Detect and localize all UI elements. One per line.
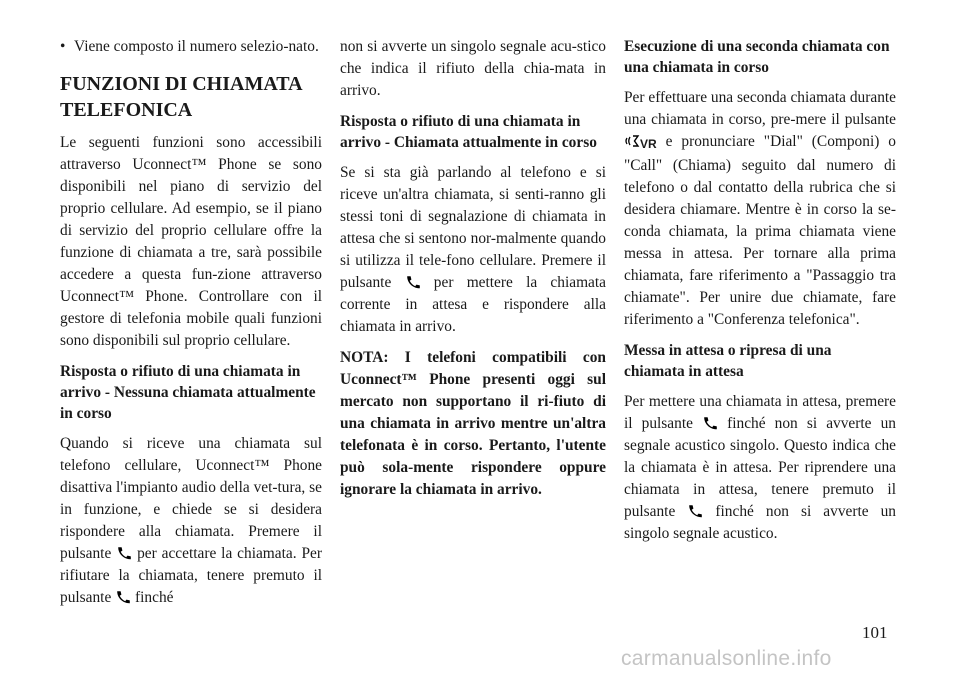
bullet-item: [60, 36, 322, 58]
section-heading-call-functions: FUNZIONI DI CHIAMATA TELEFONICA: [60, 73, 302, 121]
intro-paragraph: Le seguenti funzioni sono accessibili attraverso Uconnect™ Phone se sono disponibili nel piano di servizio del proprio cellulare. Ad esempio, se il piano di servizio del proprio cellulare offre la funzione di chiamata a tre, sarà possibile accedere a questa fun-zione attraverso Uconnect™ Phone. Controllare con il gestore di telefonia mobile quali funzioni sono disponibili sul proprio cellulare.: [60, 134, 322, 349]
answer-text-b: per accettare la chiamata. Per rifiutare la chiamata, tenere premuto il pulsante: [60, 545, 322, 606]
hold-text-a: Per mettere una chiamata in attesa, premere il pulsante: [624, 393, 896, 432]
bullet-text: Viene composto il numero selezio-nato.: [74, 38, 319, 55]
hold-text-b: finché non si avverte un segnale acustico singolo. Questo indica che la chiamata è in attesa. Per riprendere una chiamata in attesa, tenere premuto il pulsante: [624, 415, 896, 520]
column-3: [624, 36, 896, 554]
phone-icon: [115, 590, 131, 604]
phone-icon: [687, 504, 703, 518]
phone-icon: [116, 546, 132, 560]
call-waiting-text-a: Se si sta già parlando al telefono e si riceve un'altra chiamata, si senti-ranno gli stessi toni di segnalazione di chiamata in attesa che si sentono nor-malmente quando si utilizza il tele-fono cellulare. Premere il pulsante: [340, 164, 606, 291]
subheading-hold-call: Messa in attesa o ripresa di una chiamata in attesa: [624, 342, 832, 380]
subheading-answer-active-call: Risposta o rifiuto di una chiamata in arrivo - Chiamata attualmente in corso: [340, 113, 597, 151]
second-call-text-b: e pronunciare "Dial" (Componi) o "Call" (Chiama) seguito dal numero di telefono o dal contatto della rubrica che si desidera chiamare. Mentre è in corso la se-conda chiamata, la prima chiamata viene messa in attesa. Per tornare alla prima chiamata, fare riferimento a "Passaggio tra chiamate". Per unire due chiamate, fare riferimento a "Conferenza telefonica".: [624, 133, 896, 328]
column-1: [60, 36, 322, 618]
voice-recognition-icon: [624, 133, 657, 155]
hold-text-c: finché non si avverte un singolo segnale acustico.: [624, 503, 897, 542]
answer-text-c: finché: [135, 589, 174, 606]
call-waiting-paragraph: [340, 162, 606, 338]
vr-label: VR: [640, 137, 657, 151]
phone-icon: [405, 275, 421, 289]
answer-paragraph: [60, 433, 322, 609]
column-2: [340, 36, 606, 510]
call-waiting-text-b: per mettere la chiamata corrente in attesa e rispondere alla chiamata in arrivo.: [340, 274, 606, 335]
hold-paragraph: [624, 391, 896, 545]
phone-icon: [702, 416, 718, 430]
note-paragraph: NOTA: I telefoni compatibili con Uconnect™ Phone presenti oggi sul mercato non supportano il ri-fiuto di una chiamata in arrivo mentre un'altra telefonata è in corso. Pertanto, l'utente può sola-mente rispondere oppure ignorare la chiamata in arrivo.: [340, 349, 606, 498]
subheading-second-call: Esecuzione di una seconda chiamata con una chiamata in corso: [624, 38, 890, 76]
bullet-dot-icon: •: [60, 38, 66, 55]
continued-paragraph: non si avverte un singolo segnale acu-stico che indica il rifiuto della chia-mata in arrivo.: [340, 38, 606, 99]
page-number: 101: [862, 623, 888, 642]
answer-text-a: Quando si riceve una chiamata sul telefono cellulare, Uconnect™ Phone disattiva l'impianto audio della vet-tura, se in funzione, e chiede se si desidera rispondere alla chiamata. Premere il pulsante: [60, 435, 322, 562]
second-call-paragraph: [624, 87, 896, 331]
voice-wave-icon: [624, 134, 640, 148]
watermark: carmanualsonline.info: [621, 647, 832, 670]
subheading-answer-no-active-call: Risposta o rifiuto di una chiamata in arrivo - Nessuna chiamata attualmente in corso: [60, 363, 316, 422]
second-call-text-a: Per effettuare una seconda chiamata durante una chiamata in corso, pre-mere il pulsante: [624, 89, 896, 128]
